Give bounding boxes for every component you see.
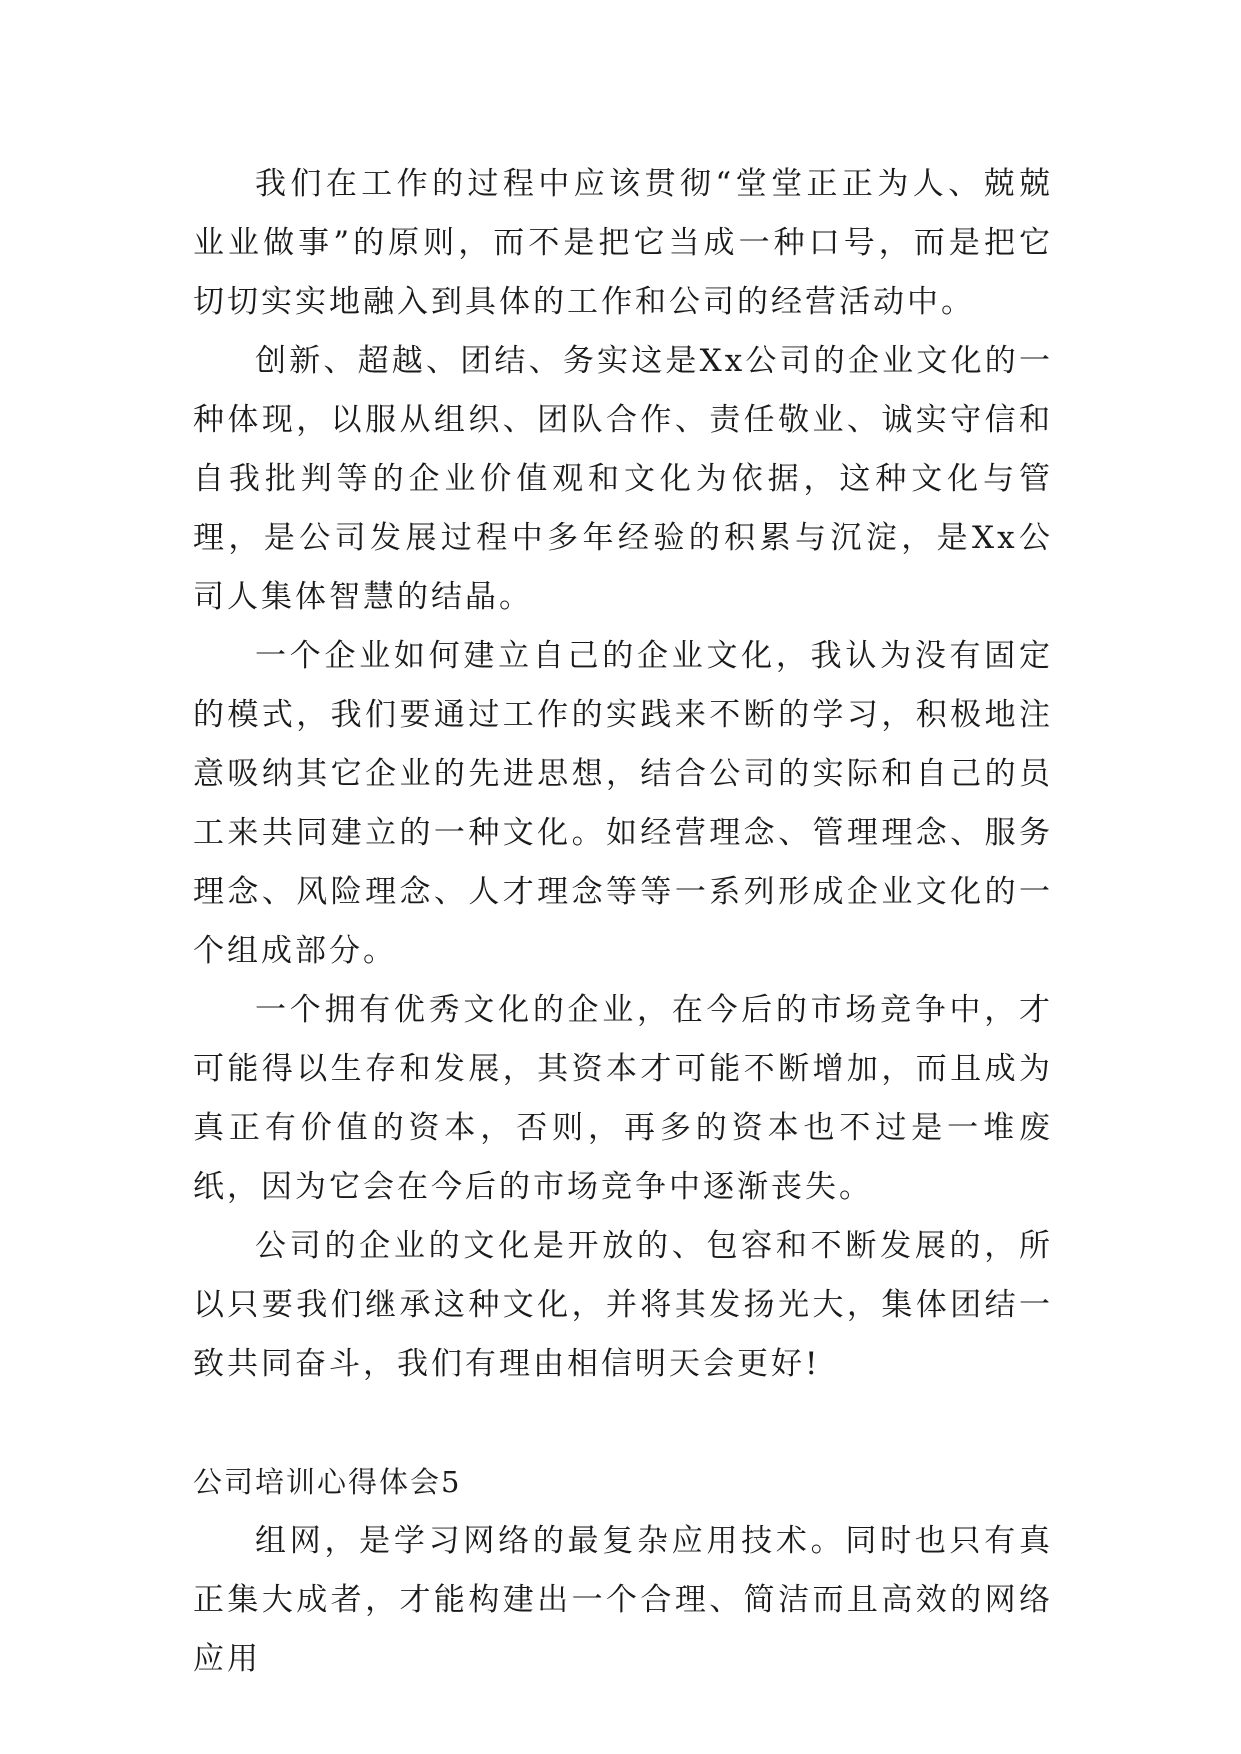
section-heading: 公司培训心得体会5 xyxy=(193,1465,462,1499)
paragraph-1: 我们在工作的过程中应该贯彻“堂堂正正为人、兢兢业业做事”的原则，而不是把它当成一种口号，而是把它切切实实地融入到具体的工作和公司的经营活动中。 xyxy=(193,166,1053,320)
paragraph-2: 创新、超越、团结、务实这是Xx公司的企业文化的一种体现，以服从组织、团队合作、责任敬业、诚实守信和自我批判等的企业价值观和文化为依据，这种文化与管理，是公司发展过程中多年经验的积累与沉淀，是Xx公司人集体智慧的结晶。 xyxy=(193,343,1053,615)
paragraph-6: 组网，是学习网络的最复杂应用技术。同时也只有真正集大成者，才能构建出一个合理、简洁而且高效的网络应用 xyxy=(193,1523,1053,1677)
paragraph-5: 公司的企业的文化是开放的、包容和不断发展的，所以只要我们继承这种文化，并将其发扬光大，集体团结一致共同奋斗，我们有理由相信明天会更好! xyxy=(193,1228,1053,1382)
paragraph-4: 一个拥有优秀文化的企业，在今后的市场竞争中，才可能得以生存和发展，其资本才可能不断增加，而且成为真正有价值的资本，否则，再多的资本也不过是一堆废纸，因为它会在今后的市场竞争中逐渐丧失。 xyxy=(193,992,1053,1205)
document-body xyxy=(193,155,1053,1689)
paragraph-3: 一个企业如何建立自己的企业文化，我认为没有固定的模式，我们要通过工作的实践来不断的学习，积极地注意吸纳其它企业的先进思想，结合公司的实际和自己的员工来共同建立的一种文化。如经营理念、管理理念、服务理念、风险理念、人才理念等等一系列形成企业文化的一个组成部分。 xyxy=(193,638,1053,969)
